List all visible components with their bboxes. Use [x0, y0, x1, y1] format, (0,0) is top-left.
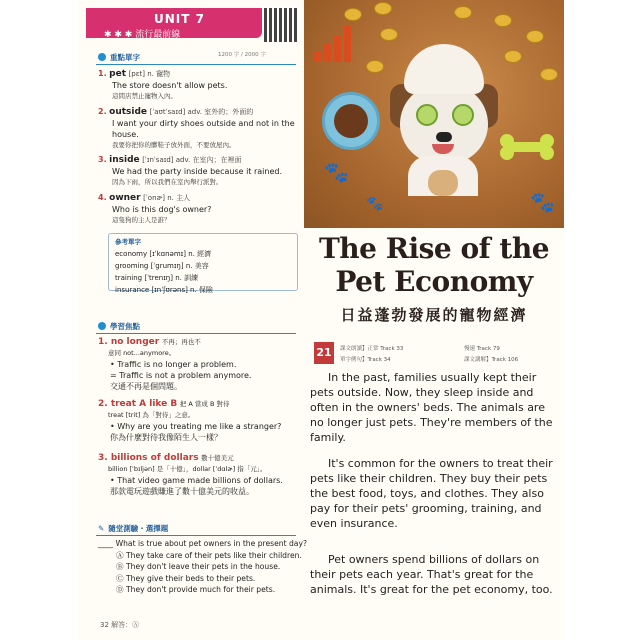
coin-icon [366, 60, 384, 73]
focus-note: billion [ˈbɪljən] 是「十億」，dollar [ˈdɑlɚ] 指「元」。 [108, 465, 267, 473]
dog-with-towel [390, 44, 498, 194]
audio-track-link[interactable]: 課文朗讀】正常 Track 33 [340, 346, 404, 352]
unit-banner [86, 8, 262, 38]
vocab-number: 2. [98, 107, 107, 116]
coin-icon [380, 28, 398, 41]
focus-item [98, 398, 308, 443]
reference-heading: 參考單字 [115, 238, 141, 246]
vocab-translation: 這隻狗的主人是誰？ [112, 216, 171, 224]
vocab-number: 1. [98, 69, 107, 78]
focus-example: = Traffic is not a problem anymore. [110, 371, 252, 380]
paw-print-icon: 🐾 [530, 190, 555, 214]
focus-meaning: 把 A 當成 B 對待 [179, 400, 230, 408]
quiz [98, 538, 308, 596]
vocab-pos: [ˈɪnˈsaɪd] adv. 在室內；在裡面 [142, 156, 242, 164]
focus-example: • Traffic is no longer a problem. [110, 360, 237, 369]
divider [96, 535, 296, 536]
vocab-translation: 這間店禁止寵物入內。 [112, 92, 177, 100]
quiz-question: ____ What is true about pet owners in the present day? [98, 539, 307, 548]
vocab-number: 4. [98, 193, 107, 202]
audio-track-link[interactable]: 單字例句】Track 34 [340, 357, 391, 363]
focus-example: • That video game made billions of dollars. [110, 476, 283, 485]
vocab-word: owner [109, 193, 141, 203]
food-bowl-icon [322, 92, 380, 150]
vocab-pos: [ˈaʊtˈsaɪd] adv. 室外的；外面的 [149, 108, 254, 116]
vocab-word: inside [109, 155, 140, 165]
track-number: 21 [314, 342, 334, 364]
focus-translation: 那款電玩遊戲賺進了數十億美元的收益。 [110, 487, 254, 496]
focus-translation: 交通不再是個問題。 [110, 382, 182, 391]
audio-track-link[interactable]: 課文講解】Track 106 [464, 357, 519, 363]
vocab-item [98, 106, 308, 151]
coin-icon [494, 14, 512, 27]
article-subtitle: 日益蓬勃發展的寵物經濟 [340, 306, 528, 324]
title-line-2: Pet Economy [335, 265, 533, 298]
right-column [304, 0, 564, 640]
reference-item: training [ˈtrenɪŋ] n. 訓練 [115, 274, 199, 282]
vocab-item [98, 154, 308, 188]
reference-words-box [108, 233, 298, 294]
focus-title: 1. no longer [98, 337, 160, 347]
vocab-item [98, 68, 308, 102]
title-line-1: The Rise of the [318, 232, 550, 265]
focus-section-label: 學習焦點 [110, 321, 140, 331]
article-paragraph-1 [310, 370, 560, 445]
quiz-option: Ⓒ They give their beds to their pets. [116, 573, 256, 583]
quiz-option: Ⓐ They take care of their pets like their children. [116, 550, 302, 560]
paragraph-text: Pet owners spend billions of dollars on their pets each year. That's great for the animals. It's great for the pet economy, too. [310, 553, 553, 596]
quiz-section-heading [98, 522, 168, 534]
unit-title: UNIT 7 [154, 12, 205, 26]
focus-note: 意同 not...anymore。 [108, 349, 176, 357]
focus-note: treat [trit] 為「對待」之意。 [108, 411, 195, 419]
coin-icon [504, 50, 522, 63]
focus-title: 3. billions of dollars [98, 453, 199, 463]
audio-track-link[interactable]: 慢速 Track 79 [464, 346, 500, 352]
focus-section-heading [98, 320, 140, 332]
coin-icon [526, 30, 544, 43]
quiz-section-label: 隨堂測驗・選擇題 [108, 523, 169, 533]
coin-icon [344, 8, 362, 21]
vocab-pos: [pɛt] n. 寵物 [128, 70, 171, 78]
paw-print-icon: 🐾 [324, 160, 349, 184]
quiz-option: Ⓑ They don't leave their pets in the house. [116, 562, 281, 571]
qr-code-icon[interactable] [262, 6, 300, 44]
article-title [304, 232, 564, 298]
vocab-example: We had the party inside because it rained. [112, 167, 283, 176]
vocab-word: outside [109, 107, 148, 117]
teddy-bear-icon [428, 170, 458, 196]
pet-spa-illustration [304, 0, 564, 228]
vocab-example: Who is this dog's owner? [112, 205, 212, 214]
quiz-option: Ⓓ They don't provide much for their pets. [116, 585, 276, 594]
focus-example: • Why are you treating me like a stranger? [110, 422, 282, 431]
vocab-item [98, 192, 308, 226]
bar-chart-icon [314, 24, 362, 62]
vocab-section-label: 重點單字 [110, 52, 140, 62]
article-paragraph-2 [310, 456, 560, 531]
vocab-number: 3. [98, 155, 107, 164]
focus-meaning: 數十億美元 [201, 454, 234, 462]
pencil-icon: ✎ [98, 523, 105, 533]
coin-icon [374, 2, 392, 15]
vocab-word: pet [109, 69, 127, 79]
vocab-example: The store doesn't allow pets. [112, 81, 228, 90]
coin-icon [454, 6, 472, 19]
focus-translation: 你為什麼對待我像陌生人一樣？ [110, 433, 222, 442]
section-bullet-icon [98, 53, 106, 61]
focus-item [98, 336, 308, 392]
reference-item: grooming [ˈgrumɪŋ] n. 美容 [115, 262, 209, 270]
textbook-page [78, 0, 564, 640]
left-column [78, 0, 307, 640]
vocab-pos: [ˈonɚ] n. 主人 [143, 194, 191, 202]
reference-item: insurance [ɪnˈʃʊrəns] n. 保險 [115, 286, 213, 294]
coin-icon [540, 68, 558, 81]
paragraph-text: In the past, families usually kept their pets outside. Now, they sleep inside and often in the owners' beds. The animals are no longer just pets. They're members of the family. [310, 371, 553, 444]
vocab-translation: 我要你把你的髒鞋子放外面，不要放屋內。 [112, 141, 236, 149]
focus-meaning: 不再；再也不 [161, 338, 201, 346]
divider [96, 333, 296, 334]
vocab-counts: 1200 字 / 2000 字 [218, 52, 266, 58]
article-paragraph-3 [310, 552, 560, 597]
vocab-section-heading [98, 51, 140, 63]
paragraph-text: It's common for the owners to treat their pets like their children. They buy their pets the best food, toys, and clothes. They also pay for their pets' grooming, training, and even insurance. [310, 457, 553, 530]
unit-subtitle: ✱ ✱ ✱ 流行最前線 [104, 30, 181, 40]
focus-item [98, 452, 308, 497]
focus-title: 2. treat A like B [98, 399, 178, 409]
page-number: 32 解答：Ⓐ [100, 621, 140, 629]
vocab-example: I want your dirty shoes outside and not in the house. [112, 119, 295, 139]
section-bullet-icon [98, 322, 106, 330]
bone-toy-icon [500, 134, 554, 160]
vocab-translation: 因為下雨，所以我們在室內舉行派對。 [112, 178, 223, 186]
reference-item: economy [ɪˈkɑnəmɪ] n. 經濟 [115, 250, 212, 258]
paw-print-icon: 🐾 [366, 196, 384, 212]
audio-tracks [314, 342, 564, 366]
divider [96, 64, 296, 65]
